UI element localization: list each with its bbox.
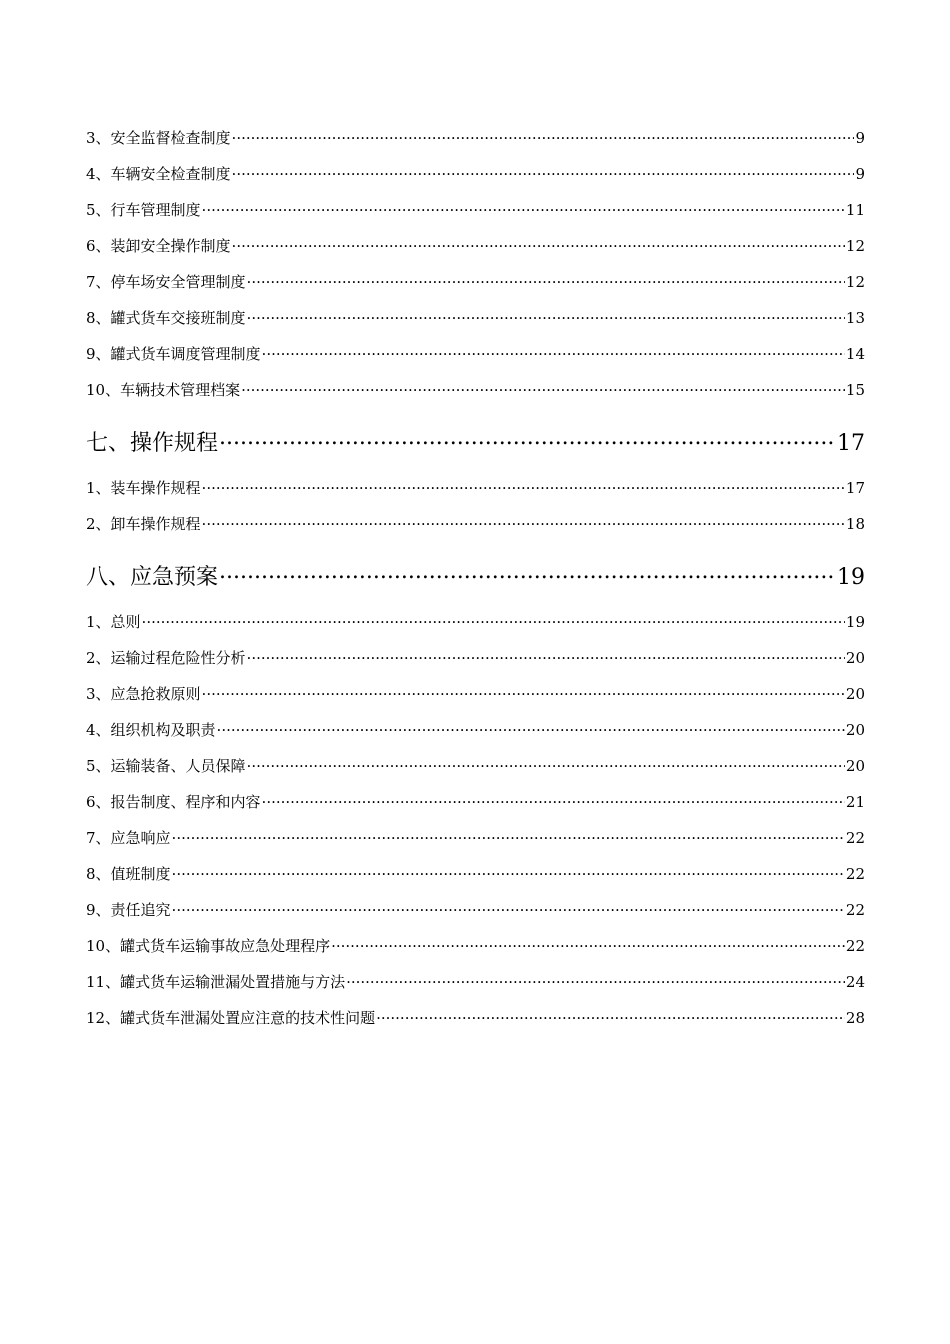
toc-entry-title: 4、组织机构及职责 <box>86 721 216 739</box>
dot-leader <box>262 344 845 359</box>
toc-entry-title: 3、安全监督检查制度 <box>86 129 231 147</box>
toc-entry-page-number: 12 <box>845 237 865 255</box>
toc-entry-title: 10、车辆技术管理档案 <box>86 381 241 399</box>
toc-entry-page-number: 14 <box>845 345 865 363</box>
toc-entry[interactable] <box>86 342 865 378</box>
toc-entry-page-number: 22 <box>845 829 865 847</box>
toc-entry-title: 6、装卸安全操作制度 <box>86 237 231 255</box>
toc-entry-title: 9、责任追究 <box>86 901 171 919</box>
toc-entry-page-number: 15 <box>845 381 865 399</box>
toc-entry-page-number: 20 <box>845 721 865 739</box>
toc-entry[interactable] <box>86 754 865 790</box>
toc-entry-page-number: 17 <box>845 479 865 497</box>
toc-entry-page-number: 11 <box>845 201 865 219</box>
toc-entry-title: 7、停车场安全管理制度 <box>86 273 246 291</box>
toc-entry[interactable] <box>86 934 865 970</box>
toc-entry[interactable] <box>86 126 865 162</box>
toc-entry[interactable] <box>86 718 865 754</box>
dot-leader <box>202 478 845 493</box>
dot-leader <box>376 1008 845 1023</box>
toc-entry[interactable] <box>86 198 865 234</box>
toc-entry[interactable] <box>86 306 865 342</box>
toc-entry-title: 8、罐式货车交接班制度 <box>86 309 246 327</box>
toc-entry-page-number: 20 <box>845 649 865 667</box>
dot-leader <box>172 828 845 843</box>
toc-entry-page-number: 24 <box>845 973 865 991</box>
toc-entry-page-number: 20 <box>845 757 865 775</box>
toc-entry-title: 4、车辆安全检查制度 <box>86 165 231 183</box>
toc-entry[interactable] <box>86 378 865 414</box>
toc-entry[interactable] <box>86 1006 865 1042</box>
toc-entry-title: 5、行车管理制度 <box>86 201 201 219</box>
dot-leader <box>247 648 845 663</box>
dot-leader <box>232 164 855 179</box>
toc-chapter-heading[interactable] <box>86 562 865 592</box>
dot-leader <box>262 792 845 807</box>
toc-entry[interactable] <box>86 682 865 718</box>
toc-entry[interactable] <box>86 234 865 270</box>
dot-leader <box>232 236 845 251</box>
toc-entry-title: 3、应急抢救原则 <box>86 685 201 703</box>
toc-entry-page-number: 12 <box>845 273 865 291</box>
toc-chapter-page-number: 17 <box>837 431 865 456</box>
dot-leader <box>219 562 836 584</box>
dot-leader <box>217 720 845 735</box>
toc-entry-page-number: 20 <box>845 685 865 703</box>
toc-entry-title: 10、罐式货车运输事故应急处理程序 <box>86 937 331 955</box>
toc-chapter-title: 八、应急预案 <box>86 565 219 590</box>
toc-entry-title: 5、运输装备、人员保障 <box>86 757 246 775</box>
toc-entry-page-number: 13 <box>845 309 865 327</box>
dot-leader <box>247 308 845 323</box>
toc-entry-title: 2、运输过程危险性分析 <box>86 649 246 667</box>
toc-chapter-heading[interactable] <box>86 428 865 458</box>
toc-chapter-page-number: 19 <box>837 565 865 590</box>
dot-leader <box>202 200 845 215</box>
toc-entry[interactable] <box>86 610 865 646</box>
toc-entry-title: 2、卸车操作规程 <box>86 515 201 533</box>
toc-entry-page-number: 9 <box>855 165 865 183</box>
toc-entry-page-number: 22 <box>845 865 865 883</box>
toc-entry[interactable] <box>86 162 865 198</box>
toc-entry-title: 6、报告制度、程序和内容 <box>86 793 261 811</box>
toc-entry[interactable] <box>86 270 865 306</box>
dot-leader <box>172 900 845 915</box>
toc-entry[interactable] <box>86 970 865 1006</box>
dot-leader <box>219 428 836 450</box>
table-of-contents <box>86 126 865 1042</box>
toc-entry[interactable] <box>86 512 865 548</box>
dot-leader <box>202 514 845 529</box>
toc-entry-title: 1、装车操作规程 <box>86 479 201 497</box>
toc-entry-page-number: 21 <box>845 793 865 811</box>
dot-leader <box>172 864 845 879</box>
dot-leader <box>247 756 845 771</box>
toc-entry-page-number: 22 <box>845 937 865 955</box>
dot-leader <box>241 380 845 395</box>
toc-entry[interactable] <box>86 646 865 682</box>
toc-entry-title: 11、罐式货车运输泄漏处置措施与方法 <box>86 973 346 991</box>
toc-entry-page-number: 28 <box>845 1009 865 1027</box>
toc-chapter-title: 七、操作规程 <box>86 431 219 456</box>
toc-entry-title: 7、应急响应 <box>86 829 171 847</box>
dot-leader <box>232 128 855 143</box>
toc-entry-title: 8、值班制度 <box>86 865 171 883</box>
toc-entry-page-number: 18 <box>845 515 865 533</box>
toc-entry[interactable] <box>86 862 865 898</box>
toc-entry-page-number: 22 <box>845 901 865 919</box>
toc-entry[interactable] <box>86 790 865 826</box>
dot-leader <box>142 612 845 627</box>
toc-entry-title: 1、总则 <box>86 613 141 631</box>
toc-entry-title: 9、罐式货车调度管理制度 <box>86 345 261 363</box>
toc-entry-page-number: 9 <box>855 129 865 147</box>
toc-entry[interactable] <box>86 826 865 862</box>
dot-leader <box>346 972 845 987</box>
toc-entry[interactable] <box>86 898 865 934</box>
toc-entry[interactable] <box>86 476 865 512</box>
toc-entry-page-number: 19 <box>845 613 865 631</box>
dot-leader <box>247 272 845 287</box>
dot-leader <box>331 936 845 951</box>
toc-entry-title: 12、罐式货车泄漏处置应注意的技术性问题 <box>86 1009 376 1027</box>
dot-leader <box>202 684 845 699</box>
